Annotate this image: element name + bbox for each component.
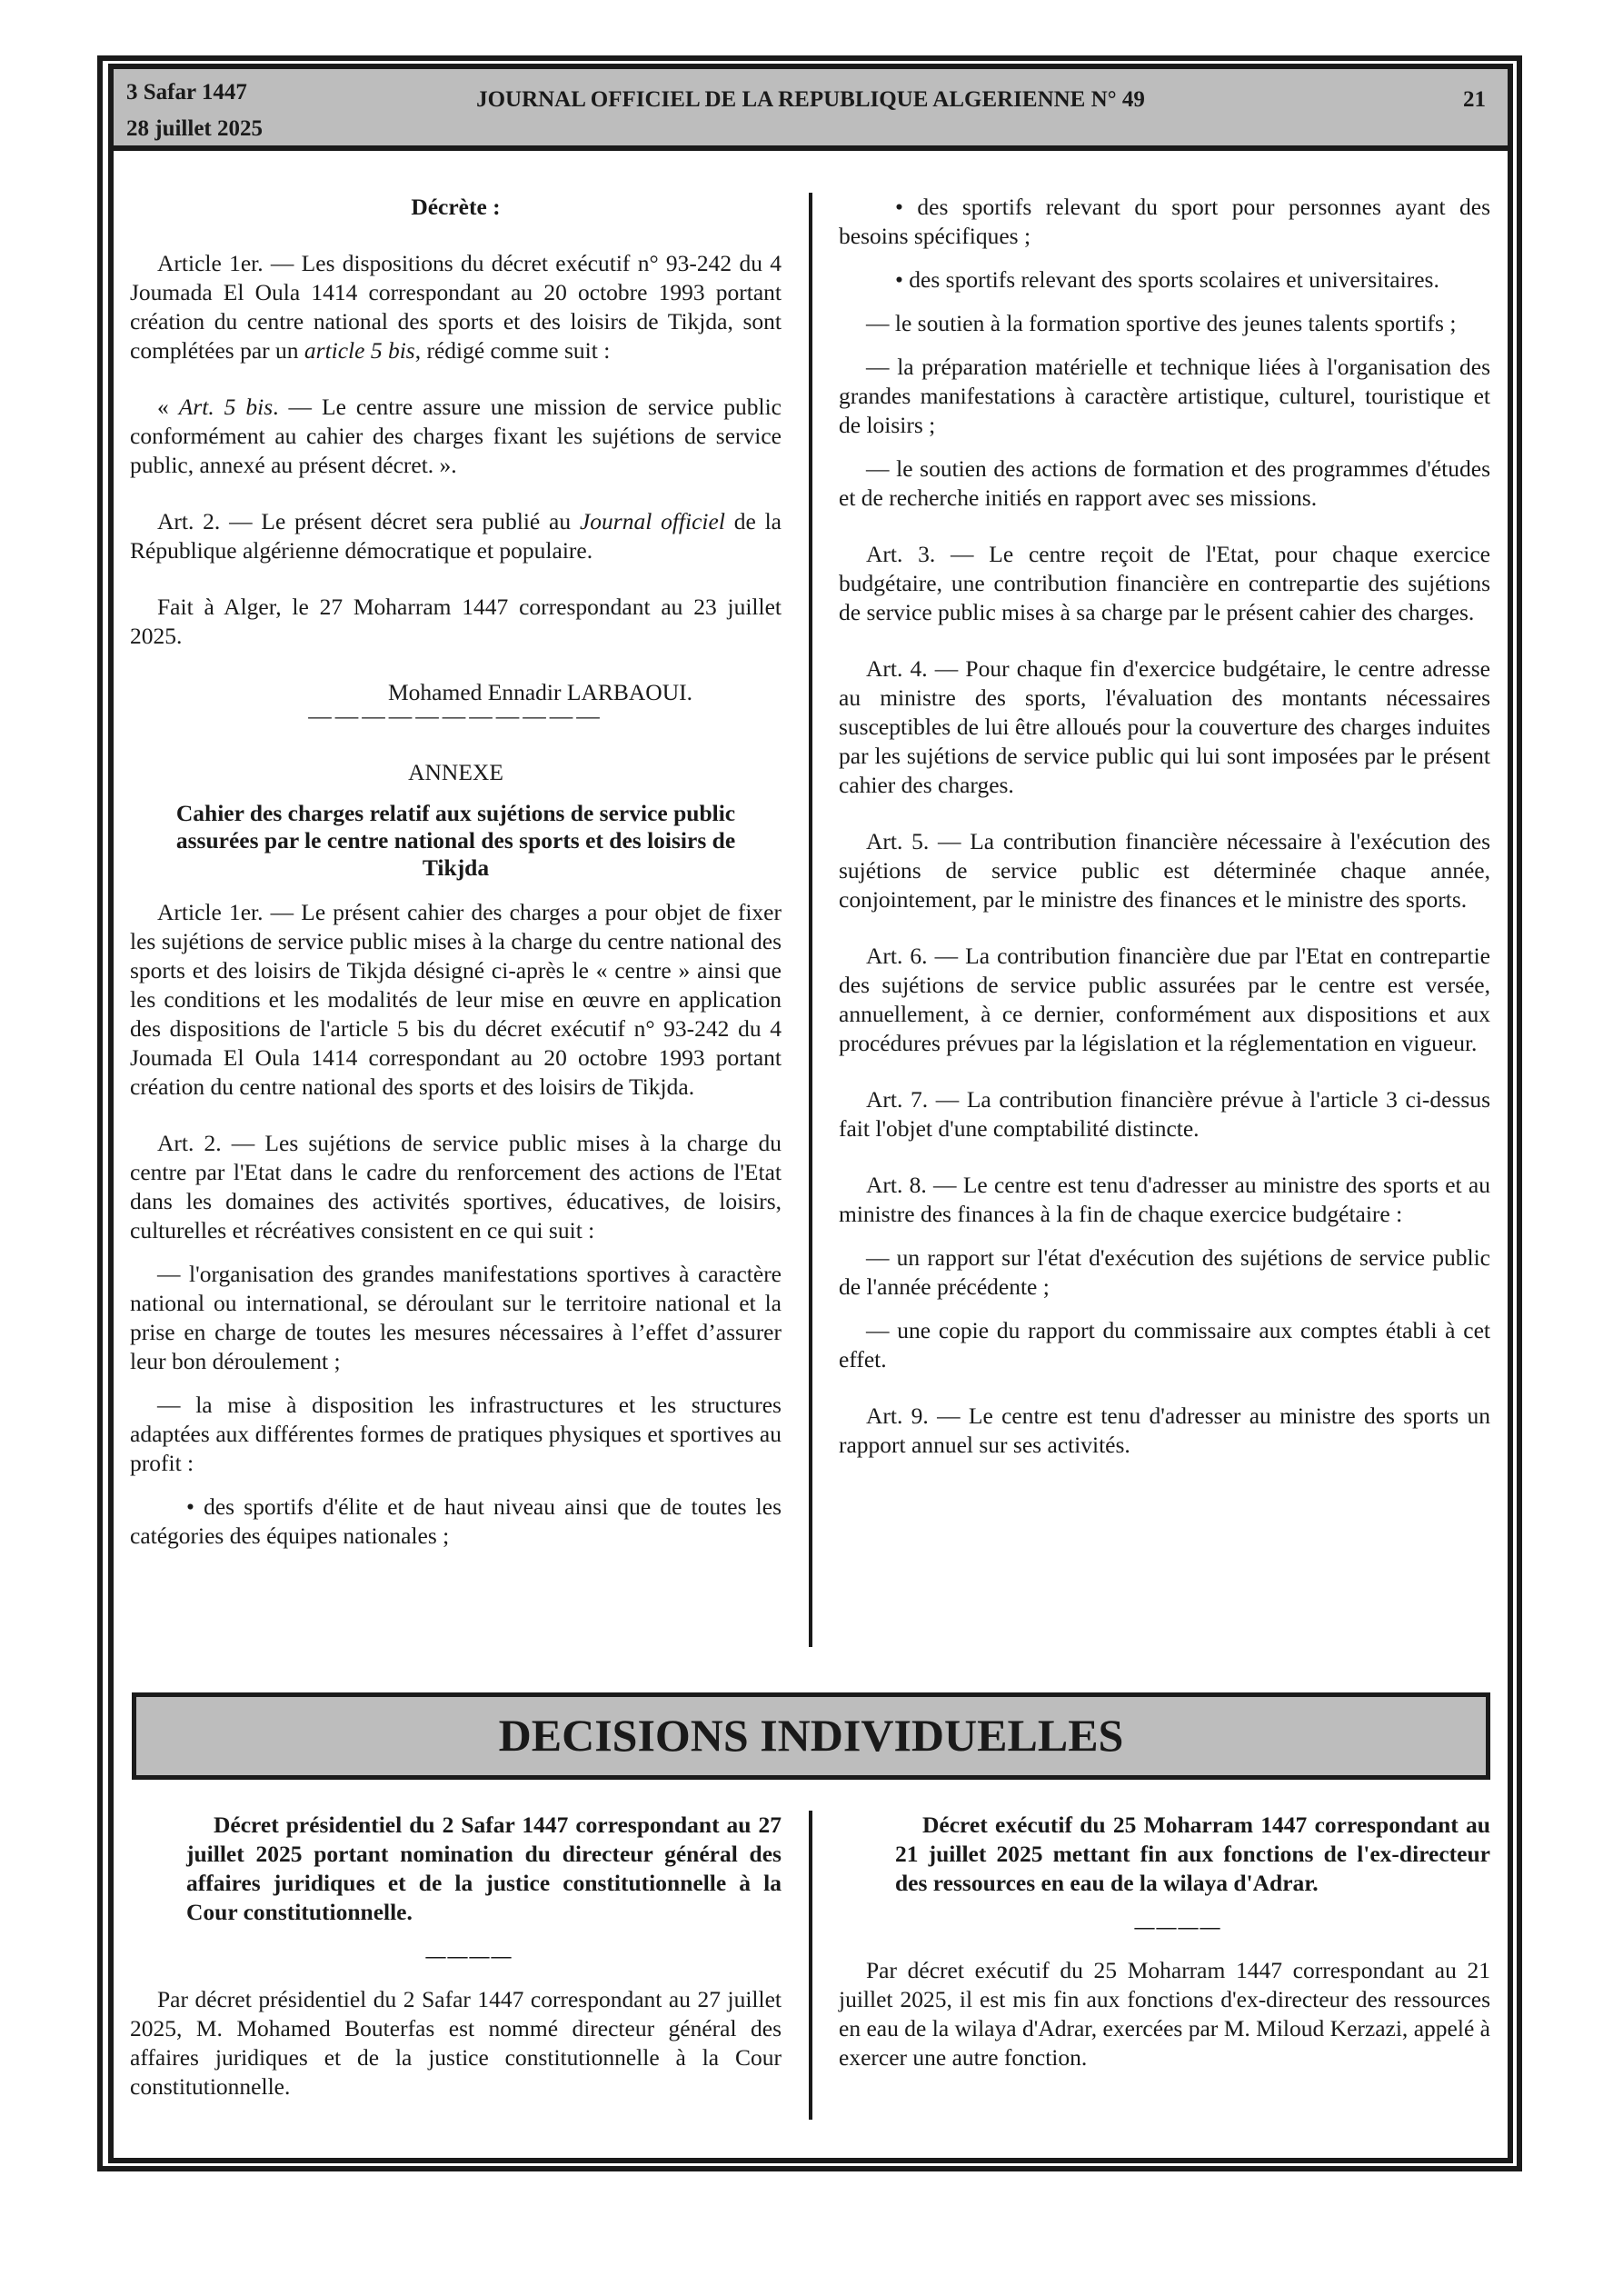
column-divider-bottom (809, 1811, 812, 2120)
annex-item-organisation: — l'organisation des grandes manifestations sportives à caractère national ou international, se déroulant sur le territoire national et la prise en charge de toutes les mesures nécessaires à l’effet d’assurer leur bon déroulement ; (130, 1261, 782, 1374)
annex-article-8: Art. 8. — Le centre est tenu d'adresser au ministre des sports et au ministre des finances à la fin de chaque exercice budgétaire : (839, 1172, 1490, 1227)
annex-article-8-report: — un rapport sur l'état d'exécution des sujétions de service public de l'année précédente ; (839, 1244, 1490, 1300)
annex-bullet-specific-needs: • des sportifs relevant du sport pour personnes ayant des besoins spécifiques ; (839, 194, 1490, 249)
annex-item-preparation: — la préparation matérielle et technique liées à l'organisation des grandes manifestations à caractère artistique, culturel, touristique et de loisirs ; (839, 354, 1490, 438)
journal-header (108, 64, 1513, 151)
annex-article-9: Art. 9. — Le centre est tenu d'adresser au ministre des sports un rapport annuel sur ses activités. (839, 1403, 1490, 1458)
annex-article-8-audit-copy: — une copie du rapport du commissaire aux comptes établi à cet effet. (839, 1317, 1490, 1373)
annex-bullet-elite: • des sportifs d'élite et de haut niveau ainsi que de toutes les catégories des équipes nationales ; (130, 1493, 782, 1549)
decision-title: Décret présidentiel du 2 Safar 1447 correspondant au 27 juillet 2025 portant nomination du directeur général des affaires juridiques et de la justice constitutionnelle à la Cour constitutionnelle. (186, 1812, 782, 1925)
left-column (130, 193, 782, 1565)
decision-body: Par décret exécutif du 25 Moharram 1447 correspondant au 21 juillet 2025, il est mis fin aux fonctions d'ex-directeur des ressources en eau de la wilaya d'Adrar, exercées par M. Miloud Kerzazi, appelé à exercer une autre fonction. (839, 1957, 1490, 2071)
header-gregorian-date: 28 juillet 2025 (126, 116, 263, 141)
decision-separator: ———— (1134, 1915, 1222, 1938)
column-divider-top (809, 193, 812, 1647)
annex-item-young-talents: — le soutien à la formation sportive des jeunes talents sportifs ; (866, 310, 1457, 336)
decision-title: Décret exécutif du 25 Moharram 1447 correspondant au 21 juillet 2025 mettant fin aux fonctions de l'ex-directeur des ressources en eau de la wilaya d'Adrar. (895, 1812, 1490, 1896)
annex-item-infrastructures: — la mise à disposition les infrastructures et les structures adaptées aux différentes formes de pratiques physiques et sportives au profit : (130, 1392, 782, 1476)
decrete-heading: Décrète : (411, 194, 501, 220)
annex-title: Cahier des charges relatif aux sujétions de service public assurées par le centre national des sports et des loisirs de Tikjda (175, 800, 736, 881)
decision-body: Par décret présidentiel du 2 Safar 1447 correspondant au 27 juillet 2025, M. Mohamed Bouterfas est nommé directeur général des affaires juridiques et de la justice constitutionnelle à la Cour constitutionnelle. (130, 1986, 782, 2100)
decree-article-5bis: « Art. 5 bis. — Le centre assure une mission de service public conformément au cahier des charges fixant les sujétions de service public, annexé au présent décret. ». (130, 394, 782, 478)
annex-label: ANNEXE (408, 759, 503, 785)
decision-left (130, 1811, 782, 2116)
decree-done-at: Fait à Alger, le 27 Moharram 1447 correspondant au 23 juillet 2025. (130, 594, 782, 649)
decision-separator: ———— (425, 1944, 513, 1967)
decision-right (839, 1811, 1490, 2087)
annex-article-2: Art. 2. — Les sujétions de service public mises à la charge du centre par l'Etat dans le cadre du renforcement des actions de l'Etat dans les domaines des activités sportives, éducatives, de loisirs, culturelles et récréatives consistent en ce qui suit : (130, 1130, 782, 1243)
section-title-band (132, 1692, 1490, 1780)
annex-bullet-school-sports: • des sportifs relevant des sports scolaires et universitaires. (895, 266, 1439, 293)
header-page-number: 21 (1463, 87, 1486, 112)
header-journal-title: JOURNAL OFFICIEL DE LA REPUBLIQUE ALGERIENNE N° 49 (476, 87, 1145, 112)
annex-article-6: Art. 6. — La contribution financière due par l'Etat en contrepartie des sujétions de service public assurées par le centre est versée, annuellement, à ce dernier, conformément aux dispositions et aux procédures prévues par la législation et la réglementation en vigueur. (839, 943, 1490, 1056)
decree-article-2: Art. 2. — Le présent décret sera publié au Journal officiel de la République algérienne démocratique et populaire. (130, 508, 782, 564)
section-title: DECISIONS INDIVIDUELLES (498, 1710, 1124, 1761)
annex-article-5: Art. 5. — La contribution financière nécessaire à l'exécution des sujétions de service public est déterminée chaque année, conjointement, par le ministre des finances et le ministre des sports. (839, 828, 1490, 913)
header-hijri-date: 3 Safar 1447 (126, 80, 247, 105)
right-column (839, 193, 1490, 1474)
annex-article-3: Art. 3. — Le centre reçoit de l'Etat, pour chaque exercice budgétaire, une contribution financière en contrepartie des sujétions de service public mises à sa charge par le présent cahier des charges. (839, 541, 1490, 625)
signature: Mohamed Ennadir LARBAOUI. (388, 679, 692, 705)
decree-article-1: Article 1er. — Les dispositions du décret exécutif n° 93-242 du 4 Joumada El Oula 1414 correspondant au 20 octobre 1993 portant création du centre national des sports et des loisirs de Tikjda, sont complétées par un article 5 bis, rédigé comme suit : (130, 250, 782, 364)
annex-article-4: Art. 4. — Pour chaque fin d'exercice budgétaire, le centre adresse au ministre des sports, l'évaluation des montants nécessaires susceptibles de lui être alloués pour la couverture des charges induites par les sujétions de service public qui lui sont imposées par le présent cahier des charges. (839, 655, 1490, 798)
signature-separator: ——————————— (308, 703, 603, 729)
annex-article-1: Article 1er. — Le présent cahier des charges a pour objet de fixer les sujétions de service public mises à la charge du centre national des sports et des loisirs de Tikjda désigné ci-après le « centre » ainsi que les conditions et les modalités de leur mise en œuvre en application des dispositions de l'article 5 bis du décret exécutif n° 93-242 du 4 Joumada El Oula 1414 correspondant au 20 octobre 1993 portant création du centre national des sports et des loisirs de Tikjda. (130, 899, 782, 1100)
annex-article-7: Art. 7. — La contribution financière prévue à l'article 3 ci-dessus fait l'objet d'une comptabilité distincte. (839, 1086, 1490, 1142)
annex-item-training: — le soutien des actions de formation et des programmes d'études et de recherche initiés en rapport avec ses missions. (839, 455, 1490, 511)
